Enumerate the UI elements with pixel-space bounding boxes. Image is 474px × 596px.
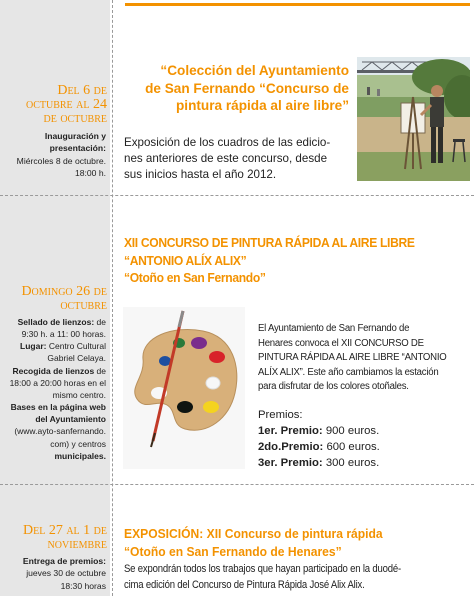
section1-title: “Colección del Ayuntamiento de San Fernando “Concurso de pintura rápida al aire libre” bbox=[145, 63, 349, 113]
separator-2 bbox=[0, 484, 474, 485]
section3-text: Se expondrán todos los trabajos que hayan participado en la duodé- cima edición del Concurso de Pintura Rápida José Alix Alix. bbox=[124, 563, 402, 591]
section2-title: XII CONCURSO DE PINTURA RÁPIDA AL AIRE LIBRE “ANTONIO ALÍX ALIX” “Otoño en San Fernando” bbox=[124, 235, 415, 285]
section1-date: Del 6 de octubre al 24 de octubre bbox=[26, 83, 107, 126]
section2-prizes: Premios: 1er. Premio: 900 euros. 2do.Premio: 600 euros. 3er. Premio: 300 euros. bbox=[258, 409, 380, 469]
separator-1 bbox=[0, 195, 474, 196]
section2-date: Domingo 26 de octubre bbox=[21, 284, 107, 313]
section3-info: Entrega de premios: jueves 30 de octubre 18:30 horas bbox=[22, 556, 106, 591]
section3-date: Del 27 al 1 de noviembre bbox=[23, 523, 107, 552]
section3-title: EXPOSICIÓN: XII Concurso de pintura rápida “Otoño en San Fernando de Henares” bbox=[124, 526, 383, 559]
section2-text: El Ayuntamiento de San Fernando de Henares convoca el XII CONCURSO DE PINTURA RÁPIDA AL AIRE LIBRE “ANTONIO ALÍX ALIX”. Este año cambiamos la estación para disfrutar de los colores otoñales. bbox=[258, 323, 447, 393]
palette-image bbox=[123, 307, 245, 469]
top-accent-bar bbox=[125, 3, 470, 6]
section1-info: Inauguración y presentación: Miércoles 8 de octubre. 18:00 h. bbox=[16, 131, 106, 178]
section2-info: Sellado de lienzos: de 9:30 h. a 11: 00 horas. Lugar: Centro Cultural Gabriel Celaya. Recogida de lienzos de 18:00 a 20:00 horas en el mismo centro. Bases en la página web del Ayuntamiento (www.ayto-sanfernando. com) y centros municipales. bbox=[9, 317, 106, 461]
column-divider bbox=[112, 0, 113, 596]
section1-text: Exposición de los cuadros de las edicio- nes anteriores de este concurso, desde sus inicios hasta el año 2012. bbox=[124, 136, 331, 182]
painter-photo bbox=[357, 57, 470, 181]
